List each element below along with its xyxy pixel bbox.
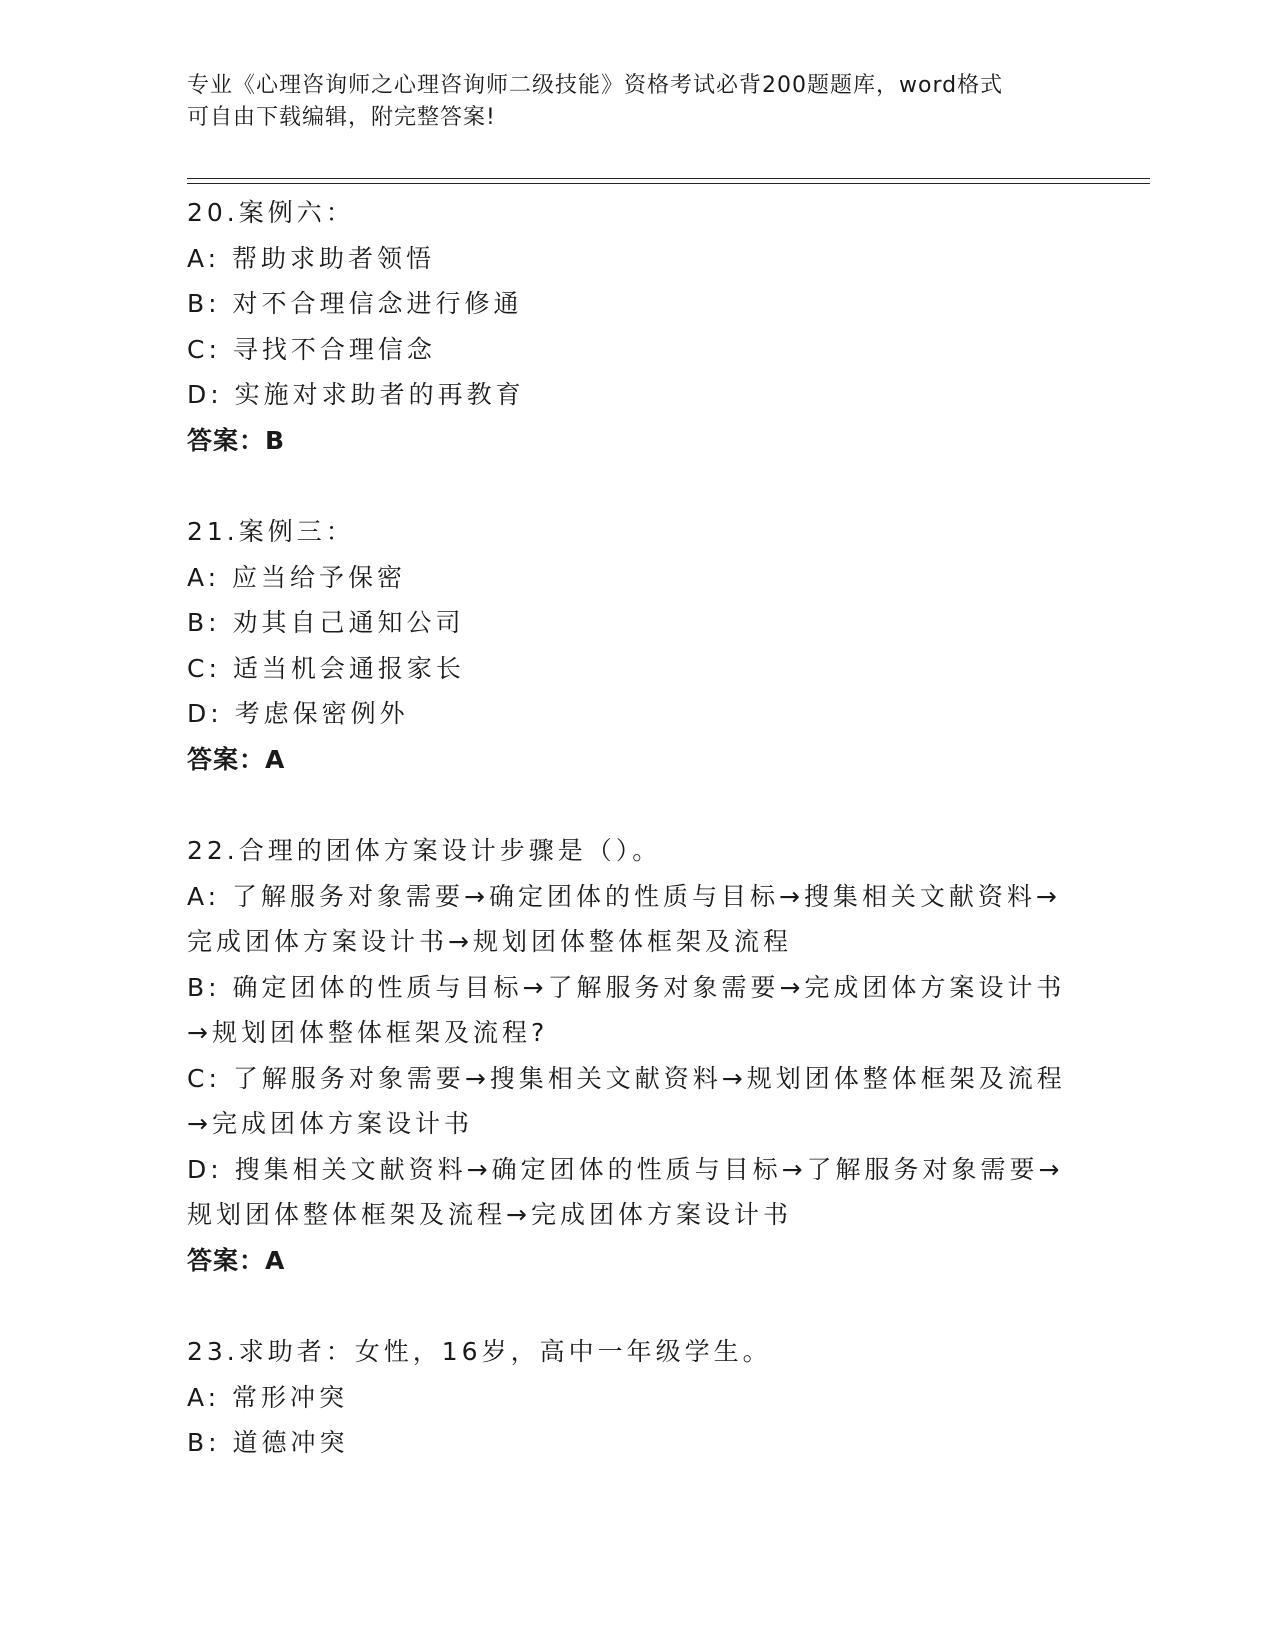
option-b: B: 对不合理信念进行修通 — [187, 289, 523, 318]
header-line-2: 可自由下载编辑，附完整答案! — [187, 105, 496, 130]
answer-label: 答案：A — [187, 1245, 286, 1275]
option-b: B: 劝其自己通知公司 — [187, 608, 465, 637]
option-d: D: 实施对求助者的再教育 — [187, 380, 525, 409]
question-stem: 20.案例六： — [187, 198, 355, 227]
option-b: B: 确定团体的性质与目标→了解服务对象需要→完成团体方案设计书 — [187, 972, 1066, 1002]
option-b-continued: →规划团体整体框架及流程? — [187, 1018, 549, 1047]
option-a: A: 常形冲突 — [187, 1382, 349, 1412]
question-22 — [187, 828, 1087, 1283]
option-a: A: 帮助求助者领悟 — [187, 243, 436, 273]
header-divider-bottom — [187, 183, 1150, 184]
option-c: C: 寻找不合理信念 — [187, 334, 436, 364]
question-stem: 23.求助者：女性，16岁，高中一年级学生。 — [187, 1337, 772, 1366]
option-d-continued: 规划团体整体框架及流程→完成团体方案设计书 — [187, 1200, 792, 1229]
question-23 — [187, 1329, 1087, 1466]
answer-label: 答案：A — [187, 744, 286, 774]
question-list — [187, 190, 1087, 1512]
document-header — [187, 70, 1087, 134]
option-c: C: 适当机会通报家长 — [187, 653, 465, 683]
option-a: A: 了解服务对象需要→确定团体的性质与目标→搜集相关文献资料→ — [187, 881, 1061, 911]
option-b: B: 道德冲突 — [187, 1428, 349, 1457]
question-21 — [187, 509, 1087, 782]
option-c-continued: →完成团体方案设计书 — [187, 1109, 473, 1138]
option-d: D: 搜集相关文献资料→确定团体的性质与目标→了解服务对象需要→ — [187, 1154, 1064, 1184]
question-stem: 21.案例三： — [187, 517, 355, 546]
header-divider-top — [187, 178, 1150, 179]
option-a-continued: 完成团体方案设计书→规划团体整体框架及流程 — [187, 927, 792, 956]
answer-label: 答案：B — [187, 425, 286, 455]
question-20 — [187, 190, 1087, 463]
option-a: A: 应当给予保密 — [187, 562, 407, 592]
option-c: C: 了解服务对象需要→搜集相关文献资料→规划团体整体框架及流程 — [187, 1063, 1066, 1093]
question-stem: 22.合理的团体方案设计步骤是（）。 — [187, 836, 662, 865]
header-line-1: 专业《心理咨询师之心理咨询师二级技能》资格考试必背200题题库，word格式 — [187, 73, 1004, 98]
option-d: D: 考虑保密例外 — [187, 699, 409, 728]
